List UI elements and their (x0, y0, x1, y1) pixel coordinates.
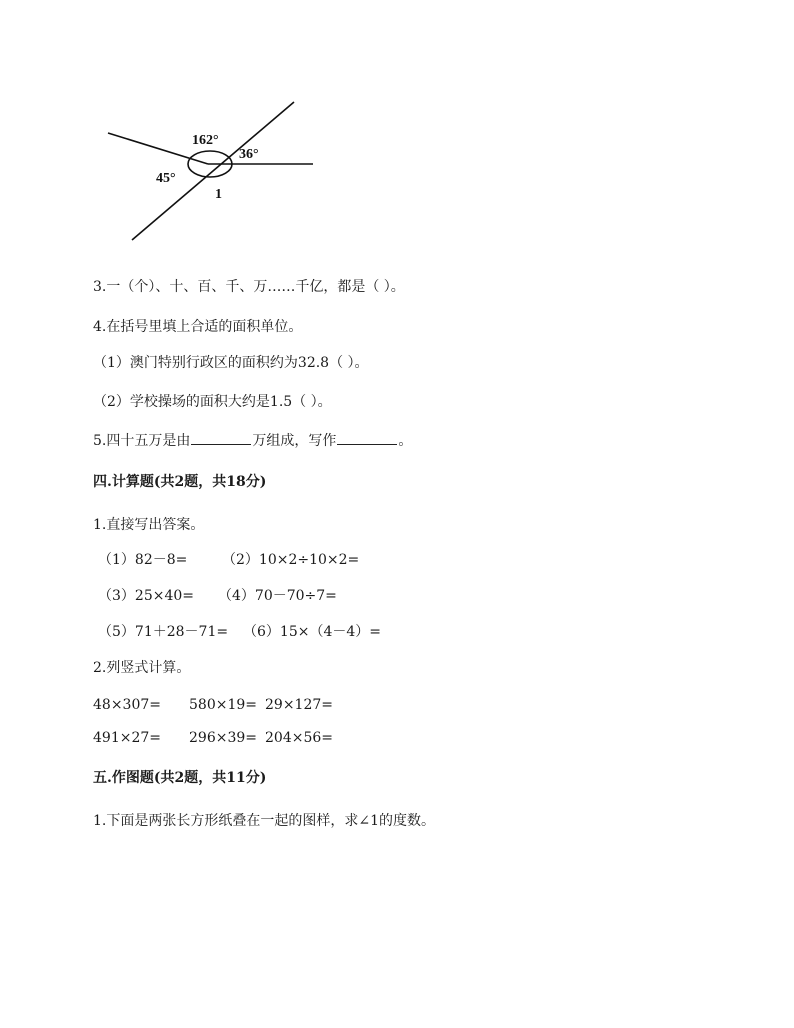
question-5 (93, 430, 412, 450)
calc-item: （1）82－8= (98, 552, 188, 568)
section-5-question-1: 1.下面是两张长方形纸叠在一起的图样，求∠1的度数。 (93, 813, 435, 829)
section-4-question-2: 2.列竖式计算。 (93, 660, 191, 676)
angle-label-36: 36° (239, 147, 259, 162)
question-5-part2: 万组成，写作 (252, 433, 337, 449)
vertical-calc-item: 491×27= (93, 730, 161, 746)
vertical-calc-item: 204×56= (265, 730, 333, 746)
answer-blank-2[interactable] (337, 430, 397, 445)
calc-item: （5）71＋28－71= (98, 624, 229, 640)
question-5-part1: 5.四十五万是由 (93, 433, 191, 449)
angle-figure (100, 98, 320, 243)
question-4-1: （1）澳门特别行政区的面积约为32.8（ ）。 (93, 355, 369, 371)
question-5-part3: 。 (398, 433, 413, 449)
answer-blank-1[interactable] (191, 430, 251, 445)
section-4-title: 四.计算题(共2题，共18分) (93, 474, 267, 490)
angle-label-1: 1 (215, 187, 222, 202)
section-4-question-1: 1.直接写出答案。 (93, 517, 205, 533)
question-4: 4.在括号里填上合适的面积单位。 (93, 319, 303, 335)
vertical-calc-item: 296×39= (189, 730, 257, 746)
vertical-calc-item: 580×19= (189, 697, 257, 713)
calc-item: （6）15×（4－4）= (243, 624, 381, 640)
question-3: 3.一（个）、十、百、千、万……千亿，都是（ ）。 (93, 279, 405, 295)
calc-item: （3）25×40= (98, 588, 194, 604)
angle-diagram (100, 98, 320, 243)
vertical-calc-item: 29×127= (265, 697, 333, 713)
angle-label-45: 45° (156, 171, 176, 186)
question-4-2: （2）学校操场的面积大约是1.5（ ）。 (93, 394, 332, 410)
vertical-calc-item: 48×307= (93, 697, 161, 713)
angle-label-162: 162° (192, 133, 219, 148)
calc-item: （2）10×2÷10×2= (222, 552, 360, 568)
section-5-title: 五.作图题(共2题，共11分) (93, 770, 267, 786)
calc-item: （4）70－70÷7= (218, 588, 337, 604)
